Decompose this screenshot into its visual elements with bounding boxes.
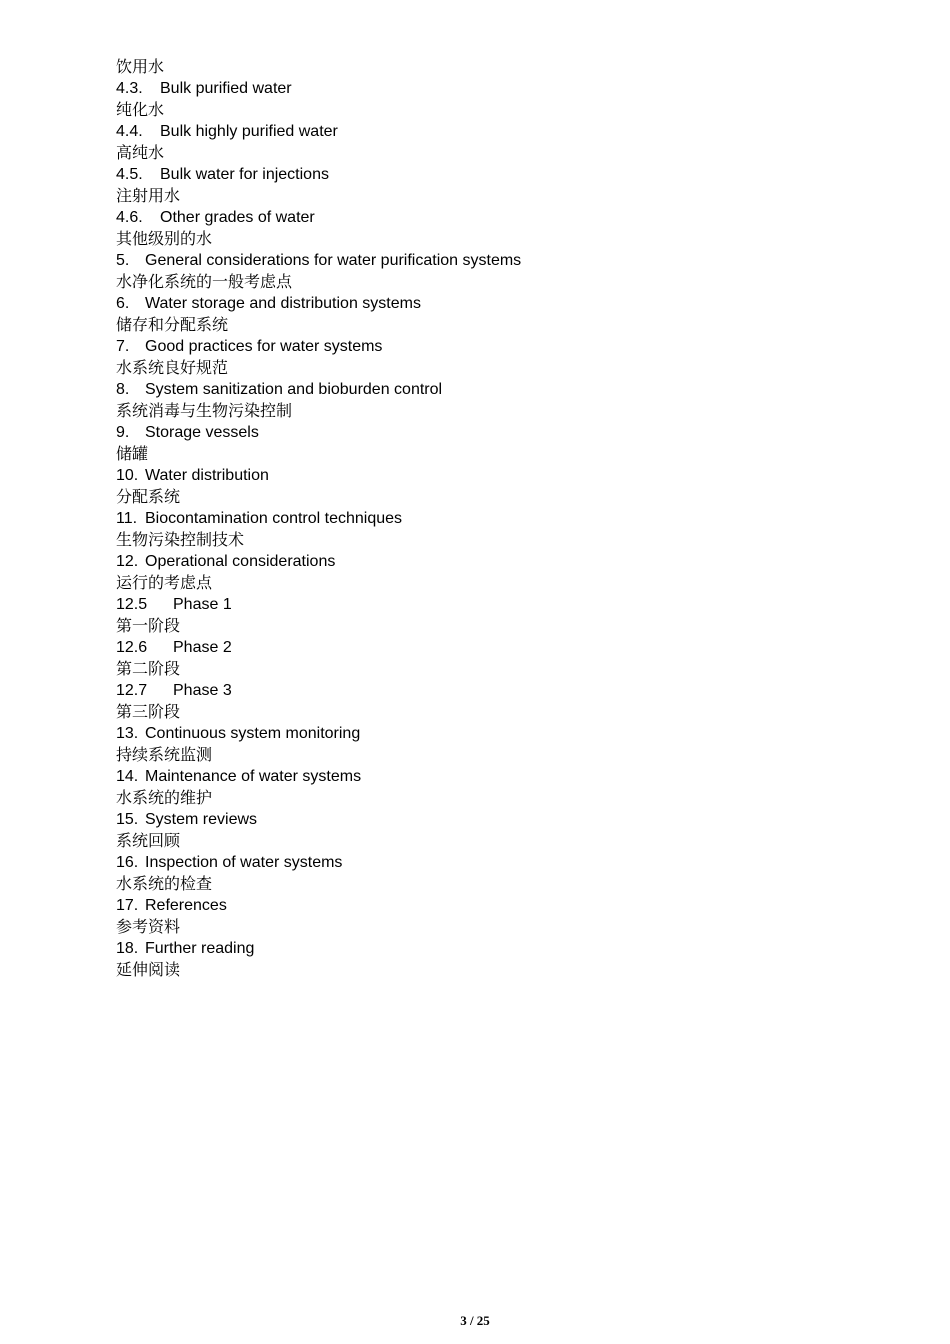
toc-item-number: 16. xyxy=(116,853,139,871)
toc-item-zh: 生物污染控制技术 xyxy=(116,530,245,549)
toc-item-zh: 其他级别的水 xyxy=(116,229,213,248)
toc-item-title: Water distribution xyxy=(145,466,269,484)
toc-item-en xyxy=(116,680,876,702)
toc-item-title: Operational considerations xyxy=(145,552,336,570)
toc-item-zh: 系统消毒与生物污染控制 xyxy=(116,401,293,420)
toc-item-title: System reviews xyxy=(145,810,258,828)
toc-item-title: Inspection of water systems xyxy=(145,853,343,871)
toc-item-title: Biocontamination control techniques xyxy=(145,509,403,527)
toc-item-en xyxy=(116,422,876,444)
toc-item-number: 7. xyxy=(116,337,130,355)
toc-item-en xyxy=(116,594,876,616)
toc-item-number: 18. xyxy=(116,939,139,957)
toc-item-number: 17. xyxy=(116,896,139,914)
toc-item-en xyxy=(116,250,876,272)
toc-item-zh: 参考资料 xyxy=(116,917,181,936)
toc-item-title: Phase 1 xyxy=(173,595,232,613)
toc-item-en xyxy=(116,207,876,229)
toc-item-en xyxy=(116,78,876,100)
toc-item-number: 14. xyxy=(116,767,139,785)
toc-item-zh: 水系统良好规范 xyxy=(116,358,229,377)
toc-item-zh: 运行的考虑点 xyxy=(116,573,213,592)
toc-item-title: Water storage and distribution systems xyxy=(145,294,421,312)
toc-item-en xyxy=(116,508,876,530)
toc-item-number: 12. xyxy=(116,552,139,570)
toc-item-title: System sanitization and bioburden control xyxy=(145,380,443,398)
toc-item-en xyxy=(116,551,876,573)
toc-item-title: Bulk purified water xyxy=(160,79,292,97)
toc-item-title: Continuous system monitoring xyxy=(145,724,361,742)
toc-item-number: 6. xyxy=(116,294,130,312)
toc-item-number: 10. xyxy=(116,466,139,484)
toc-item-title: Phase 2 xyxy=(173,638,232,656)
toc-item-number: 5. xyxy=(116,251,130,269)
toc-item-number: 12.7 xyxy=(116,681,148,699)
toc-item-title: Maintenance of water systems xyxy=(145,767,362,785)
toc-item-en xyxy=(116,852,876,874)
toc-item-zh: 水系统的检查 xyxy=(116,874,213,893)
toc-item-zh: 水净化系统的一般考虑点 xyxy=(116,272,293,291)
toc-item-en xyxy=(116,723,876,745)
toc-item-zh: 储存和分配系统 xyxy=(116,315,229,334)
toc-item-en xyxy=(116,121,876,143)
toc-item-en xyxy=(116,637,876,659)
table-of-contents xyxy=(116,56,876,981)
toc-item-en xyxy=(116,379,876,401)
toc-item-zh: 第一阶段 xyxy=(116,616,181,635)
toc-item-zh: 水系统的维护 xyxy=(116,788,213,807)
toc-item-number: 12.5 xyxy=(116,595,148,613)
toc-item-title: Phase 3 xyxy=(173,681,232,699)
page-number: 3 / 25 xyxy=(460,1313,490,1328)
toc-item-number: 9. xyxy=(116,423,130,441)
toc-item-title: General considerations for water purification systems xyxy=(145,251,522,269)
toc-item-zh: 注射用水 xyxy=(116,186,181,205)
toc-item-zh: 饮用水 xyxy=(116,57,165,76)
toc-item-number: 4.6. xyxy=(116,208,143,226)
toc-item-number: 15. xyxy=(116,810,139,828)
toc-item-number: 4.5. xyxy=(116,165,143,183)
toc-item-en xyxy=(116,336,876,358)
toc-item-en xyxy=(116,465,876,487)
toc-item-zh: 储罐 xyxy=(116,444,149,463)
toc-item-title: Other grades of water xyxy=(160,208,315,226)
toc-item-zh: 持续系统监测 xyxy=(116,745,213,764)
toc-item-en xyxy=(116,938,876,960)
toc-item-en xyxy=(116,164,876,186)
toc-item-number: 4.3. xyxy=(116,79,143,97)
toc-item-zh: 第二阶段 xyxy=(116,659,181,678)
toc-item-en xyxy=(116,766,876,788)
toc-item-en xyxy=(116,293,876,315)
toc-item-number: 8. xyxy=(116,380,130,398)
toc-item-number: 12.6 xyxy=(116,638,148,656)
toc-item-title: Bulk water for injections xyxy=(160,165,329,183)
toc-item-zh: 系统回顾 xyxy=(116,831,181,850)
toc-item-zh: 第三阶段 xyxy=(116,702,181,721)
toc-item-title: References xyxy=(145,896,227,914)
toc-item-zh: 纯化水 xyxy=(116,100,165,119)
toc-item-title: Further reading xyxy=(145,939,255,957)
toc-item-number: 13. xyxy=(116,724,139,742)
toc-item-zh: 高纯水 xyxy=(116,143,165,162)
toc-item-en xyxy=(116,895,876,917)
toc-item-title: Good practices for water systems xyxy=(145,337,383,355)
toc-item-zh: 延伸阅读 xyxy=(116,960,181,979)
toc-item-number: 4.4. xyxy=(116,122,143,140)
toc-item-en xyxy=(116,809,876,831)
toc-item-title: Storage vessels xyxy=(145,423,259,441)
toc-item-number: 11. xyxy=(116,509,138,527)
toc-item-zh: 分配系统 xyxy=(116,487,181,506)
toc-item-title: Bulk highly purified water xyxy=(160,122,338,140)
